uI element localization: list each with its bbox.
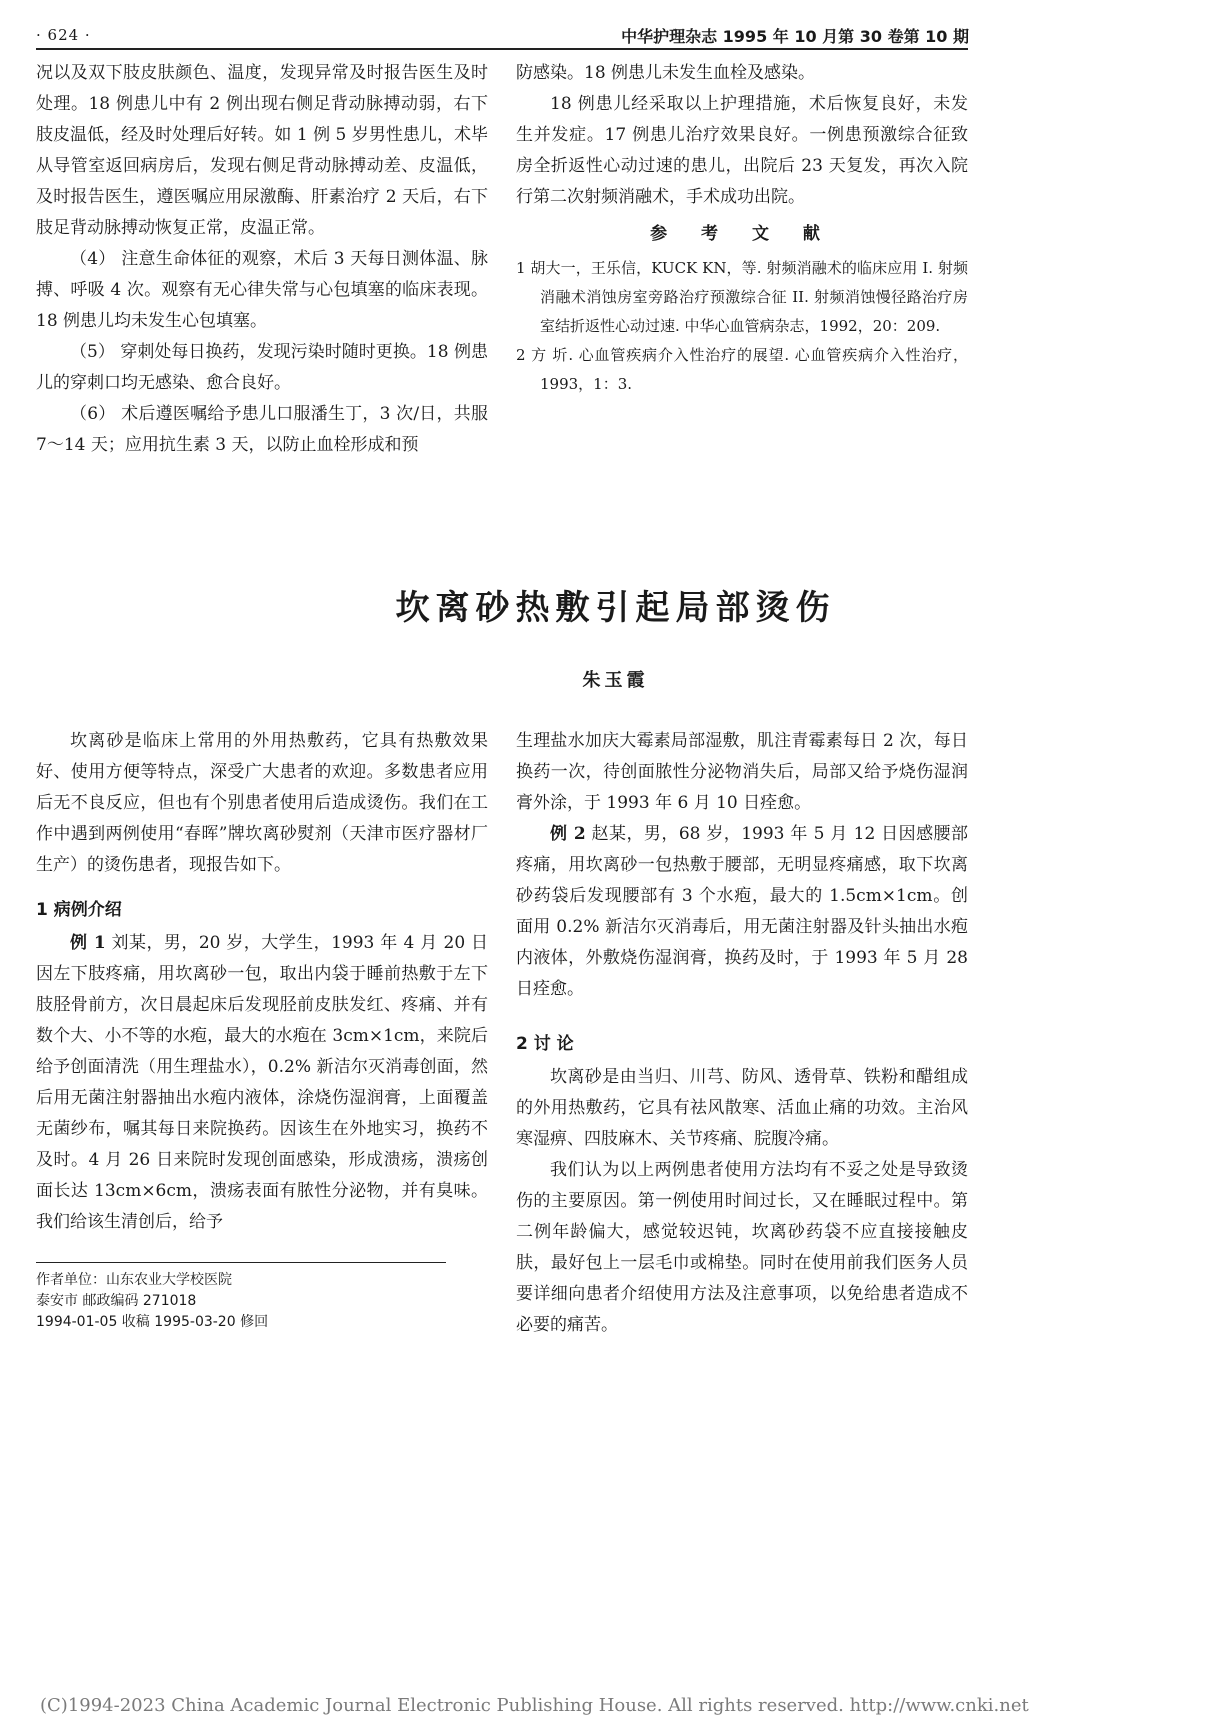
paragraph: （5） 穿刺处每日换药，发现污染时随时更换。18 例患儿的穿刺口均无感染、愈合良好。: [36, 342, 488, 393]
prev-article-left-column: [36, 58, 488, 461]
prev-article-right-column: [516, 58, 968, 399]
paragraph: 18 例患儿经采取以上护理措施，术后恢复良好，未发生并发症。17 例患儿治疗效果良好。一例患预激综合征致房全折返性心动过速的患儿，出院后 23 天复发，再次入院行第二次射频消融术，手术成功出院。: [516, 94, 968, 207]
article-right-column: [516, 726, 968, 1341]
section-heading: 1 病例介绍: [36, 900, 122, 920]
case1-continuation: 生理盐水加庆大霉素局部湿敷，肌注青霉素每日 2 次，每日换药一次，待创面脓性分泌物消失后，局部又给予烧伤湿润膏外涂，于 1993 年 6 月 10 日痊愈。: [516, 731, 968, 813]
footnote-line: 1994-01-05 收稿 1995-03-20 修回: [36, 1314, 269, 1330]
case2-text: 赵某，男，68 岁，1993 年 5 月 12 日因感腰部疼痛，用坎离砂一包热敷于腰部，无明显疼痛感，取下坎离砂药袋后发现腰部有 3 个水疱，最大的 1.5cm×1cm。创面用 0.2% 新洁尔灭消毒后，用无菌注射器及针头抽出水疱内液体，外敷烧伤湿润膏，换药及时，于 1993 年 5 月 28 日痊愈。: [516, 824, 969, 999]
paragraph: 防感染。18 例患儿未发生血栓及感染。: [516, 63, 816, 83]
article-title: 坎离砂热敷引起局部烫伤: [395, 588, 836, 628]
discussion-paragraph: 坎离砂是由当归、川芎、防风、透骨草、铁粉和醋组成的外用热敷药，它具有祛风散寒、活血止痛的功效。主治风寒湿痹、四肢麻木、关节疼痛、脘腹冷痛。: [516, 1067, 968, 1149]
section-heading: 2 讨 论: [516, 1034, 574, 1054]
footnote-line: 作者单位：山东农业大学校医院: [36, 1272, 232, 1288]
discussion-paragraph: 我们认为以上两例患者使用方法均有不妥之处是导致烫伤的主要原因。第一例使用时间过长，又在睡眠过程中。第二例年龄偏大，感觉较迟钝，坎离砂药袋不应直接接触皮肤，最好包上一层毛巾或棉垫。同时在使用前我们医务人员要详细向患者介绍使用方法及注意事项，以免给患者造成不必要的痛苦。: [516, 1160, 968, 1335]
journal-header: 中华护理杂志 1995 年 10 月第 30 卷第 10 期: [621, 27, 969, 46]
page-number: · 624 ·: [36, 26, 91, 44]
references-title: 参 考 文 献: [650, 224, 834, 244]
case2-paragraph: [516, 819, 968, 1005]
footnote-line: 泰安市 邮政编码 271018: [36, 1293, 197, 1309]
article-left-column: [36, 726, 488, 1238]
header-rule: [36, 48, 968, 50]
paragraph: 况以及双下肢皮肤颜色、温度，发现异常及时报告医生及时处理。18 例患儿中有 2 例出现右侧足背动脉搏动弱，右下肢皮温低，经及时处理后好转。如 1 例 5 岁男性患儿，术毕从导管室返回病房后，发现右侧足背动脉搏动差、皮温低，及时报告医生，遵医嘱应用尿激酶、肝素治疗 2 天后，右下肢足背动脉搏动恢复正常，皮温正常。: [36, 63, 488, 238]
case2-label: 例 2: [550, 824, 586, 844]
intro-paragraph: 坎离砂是临床上常用的外用热敷药，它具有热敷效果好、使用方便等特点，深受广大患者的欢迎。多数患者应用后无不良反应，但也有个别患者使用后造成烫伤。我们在工作中遇到两例使用“春晖”牌坎离砂熨剂（天津市医疗器材厂生产）的烫伤患者，现报告如下。: [36, 731, 488, 875]
footnote-rule: [36, 1262, 446, 1263]
paragraph: （6） 术后遵医嘱给予患儿口服潘生丁，3 次/日，共服 7～14 天；应用抗生素 3 天，以防止血栓形成和预: [36, 404, 488, 455]
case1-paragraph: [36, 928, 488, 1238]
reference-item: 1 胡大一，王乐信，KUCK KN，等. 射频消融术的临床应用 I. 射频消融术消蚀房室旁路治疗预激综合征 II. 射频消蚀慢径路治疗房室结折返性心动过速. 中华心血管病杂志，1992，20：209.: [516, 259, 968, 335]
reference-item: 2 方 圻. 心血管疾病介入性治疗的展望. 心血管疾病介入性治疗，1993，1：3.: [516, 346, 968, 393]
case1-text: 刘某，男，20 岁，大学生，1993 年 4 月 20 日因左下肢疼痛，用坎离砂一包，取出内袋于睡前热敷于左下肢胫骨前方，次日晨起床后发现胫前皮肤发红、疼痛、并有数个大、小不等的水疱，最大的水疱在 3cm×1cm，来院后给予创面清洗（用生理盐水），0.2% 新洁尔灭消毒创面，然后用无菌注射器抽出水疱内液体，涂烧伤湿润膏，上面覆盖无菌纱布，嘱其每日来院换药。因该生在外地实习，换药不及时。4 月 26 日来院时发现创面感染，形成溃疡，溃疡创面长达 13cm×6cm，溃疡表面有脓性分泌物，并有臭味。我们给该生清创后，给予: [36, 933, 489, 1232]
author-name: 朱玉霞: [582, 670, 649, 691]
paragraph: （4） 注意生命体征的观察，术后 3 天每日测体温、脉搏、呼吸 4 次。观察有无心律失常与心包填塞的临床表现。18 例患儿均未发生心包填塞。: [36, 249, 488, 331]
author-footnote: [36, 1270, 268, 1333]
copyright-notice: (C)1994-2023 China Academic Journal Electronic Publishing House. All rights reserved. http://www.cnki.net: [40, 1695, 1029, 1716]
case1-label: 例 1: [70, 933, 106, 953]
